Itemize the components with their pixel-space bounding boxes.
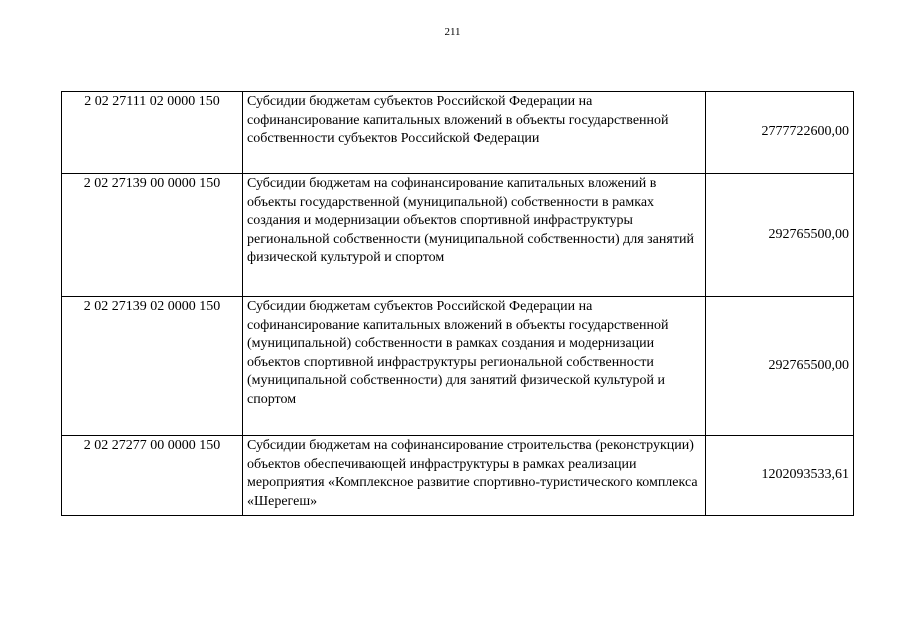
amount-cell: 1202093533,61 bbox=[706, 436, 854, 516]
description-cell: Субсидии бюджетам на софинансирование строительства (реконструкции) объектов обеспечивающей инфраструктуры в рамках реализации мероприятия «Комплексное развитие спортивно-туристического комплекса «Шерегеш» bbox=[243, 436, 706, 516]
amount-cell: 292765500,00 bbox=[706, 174, 854, 297]
page-number: 211 bbox=[444, 26, 461, 38]
budget-code-cell: 2 02 27111 02 0000 150 bbox=[62, 92, 243, 174]
table-row bbox=[62, 436, 854, 516]
description-cell: Субсидии бюджетам субъектов Российской Федерации на софинансирование капитальных вложений в объекты государственной (муниципальной) собственности в рамках создания и модернизации объектов спортивной инфраструктуры региональной собственности (муниципальной собственности) для занятий физической культурой и спортом bbox=[243, 297, 706, 436]
amount-cell: 2777722600,00 bbox=[706, 92, 854, 174]
table-row bbox=[62, 297, 854, 436]
table-row bbox=[62, 92, 854, 174]
description-cell: Субсидии бюджетам на софинансирование капитальных вложений в объекты государственной (муниципальной) собственности в рамках создания и модернизации объектов спортивной инфраструктуры региональной собственности (муниципальной собственности) для занятий физической культурой и спортом bbox=[243, 174, 706, 297]
amount-cell: 292765500,00 bbox=[706, 297, 854, 436]
table-row bbox=[62, 174, 854, 297]
budget-revenue-table bbox=[61, 91, 854, 516]
budget-code-cell: 2 02 27139 02 0000 150 bbox=[62, 297, 243, 436]
description-cell: Субсидии бюджетам субъектов Российской Федерации на софинансирование капитальных вложений в объекты государственной собственности субъектов Российской Федерации bbox=[243, 92, 706, 174]
budget-code-cell: 2 02 27139 00 0000 150 bbox=[62, 174, 243, 297]
budget-code-cell: 2 02 27277 00 0000 150 bbox=[62, 436, 243, 516]
